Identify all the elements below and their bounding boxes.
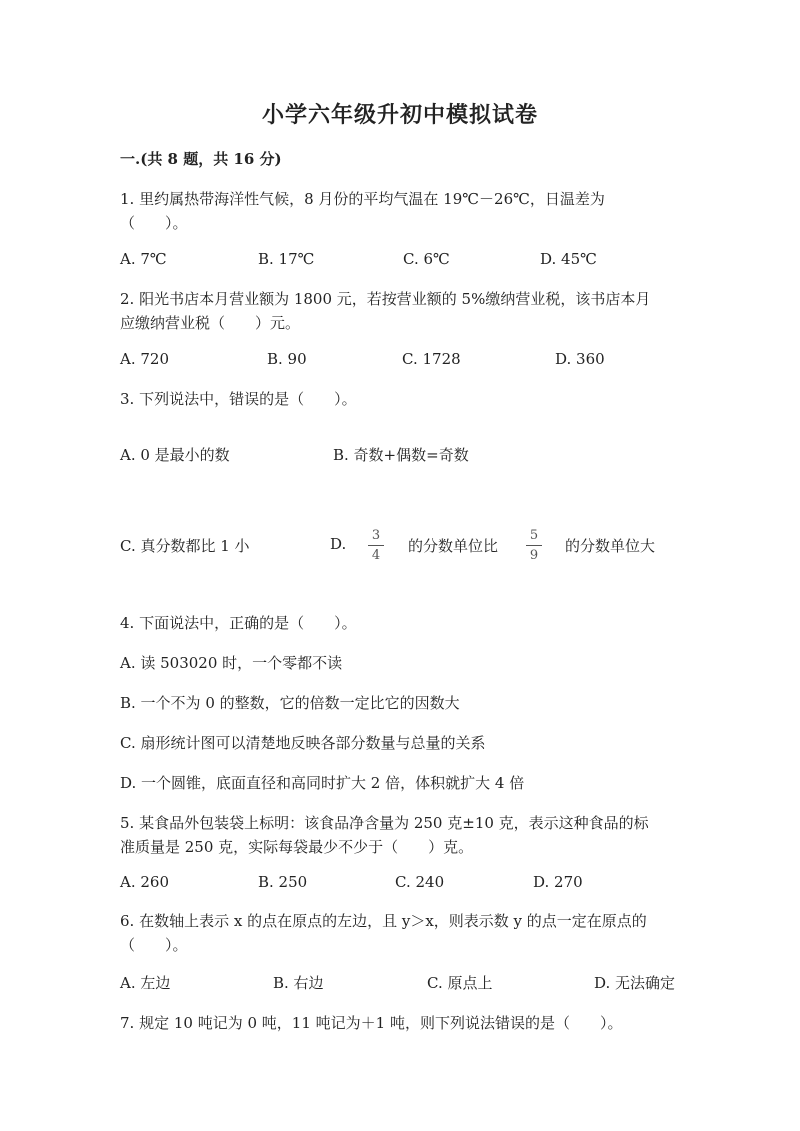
question-4-option-d: D. 一个圆锥，底面直径和高同时扩大 2 倍，体积就扩大 4 倍 xyxy=(120,774,525,792)
question-2-text: 2. 阳光书店本月营业额为 1800 元，若按营业额的 5%缴纳营业税，该书店本月 xyxy=(120,290,651,308)
question-3-option-d-middle: 的分数单位比 xyxy=(408,537,499,555)
fraction-2-numerator: 5 xyxy=(529,528,539,543)
fraction-2-denominator: 9 xyxy=(529,548,539,563)
fraction-five-ninths xyxy=(526,528,542,563)
question-3-option-c: C. 真分数都比 1 小 xyxy=(120,537,250,555)
fraction-1-denominator: 4 xyxy=(371,548,381,563)
question-5-option-c: C. 240 xyxy=(395,873,445,891)
question-1-option-d: D. 45℃ xyxy=(540,250,597,268)
question-2-text-cont: 应缴纳营业税（ ）元。 xyxy=(120,314,301,332)
question-1-text-cont: （ ）。 xyxy=(120,214,188,232)
question-6-option-b: B. 右边 xyxy=(273,974,324,992)
question-1-option-c: C. 6℃ xyxy=(403,250,450,268)
question-5-option-d: D. 270 xyxy=(533,873,583,891)
question-1-text: 1. 里约属热带海洋性气候，8 月份的平均气温在 19℃－26℃，日温差为 xyxy=(120,190,605,208)
question-2-option-b: B. 90 xyxy=(267,350,307,368)
question-1-option-b: B. 17℃ xyxy=(258,250,315,268)
exam-title: 小学六年级升初中模拟试卷 xyxy=(261,102,538,128)
question-4-text: 4. 下面说法中，正确的是（ ）。 xyxy=(120,614,357,632)
question-6-option-d: D. 无法确定 xyxy=(594,974,676,992)
question-2-option-d: D. 360 xyxy=(555,350,605,368)
question-3-option-d-label: D. xyxy=(330,535,347,553)
question-4-option-c: C. 扇形统计图可以清楚地反映各部分数量与总量的关系 xyxy=(120,734,486,752)
question-4-option-b: B. 一个不为 0 的整数，它的倍数一定比它的因数大 xyxy=(120,694,460,712)
question-4-option-a: A. 读 503020 时，一个零都不读 xyxy=(120,654,343,672)
question-5-text: 5. 某食品外包装袋上标明：该食品净含量为 250 克±10 克，表示这种食品的标 xyxy=(120,814,649,832)
question-5-text-cont: 准质量是 250 克，实际每袋最少不少于（ ）克。 xyxy=(120,838,474,856)
fraction-three-quarters xyxy=(368,528,384,563)
question-6-option-c: C. 原点上 xyxy=(427,974,493,992)
question-5-option-a: A. 260 xyxy=(120,873,169,891)
question-6-text: 6. 在数轴上表示 x 的点在原点的左边，且 y＞x，则表示数 y 的点一定在原点的 xyxy=(120,912,647,930)
question-3-option-a: A. 0 是最小的数 xyxy=(120,446,230,464)
question-3-text: 3. 下列说法中，错误的是（ ）。 xyxy=(120,390,357,408)
question-6-option-a: A. 左边 xyxy=(120,974,171,992)
question-6-text-cont: （ ）。 xyxy=(120,936,188,954)
question-3-option-b: B. 奇数+偶数=奇数 xyxy=(333,446,469,464)
question-2-option-c: C. 1728 xyxy=(402,350,461,368)
section-heading: 一.(共 8 题，共 16 分) xyxy=(120,150,282,168)
question-1-option-a: A. 7℃ xyxy=(120,250,167,268)
fraction-2-bar xyxy=(526,545,542,546)
question-7-text: 7. 规定 10 吨记为 0 吨，11 吨记为＋1 吨，则下列说法错误的是（ ）。 xyxy=(120,1014,623,1032)
question-5-option-b: B. 250 xyxy=(258,873,308,891)
fraction-1-numerator: 3 xyxy=(371,528,381,543)
question-2-option-a: A. 720 xyxy=(120,350,169,368)
fraction-1-bar xyxy=(368,545,384,546)
question-3-option-d-end: 的分数单位大 xyxy=(565,537,656,555)
